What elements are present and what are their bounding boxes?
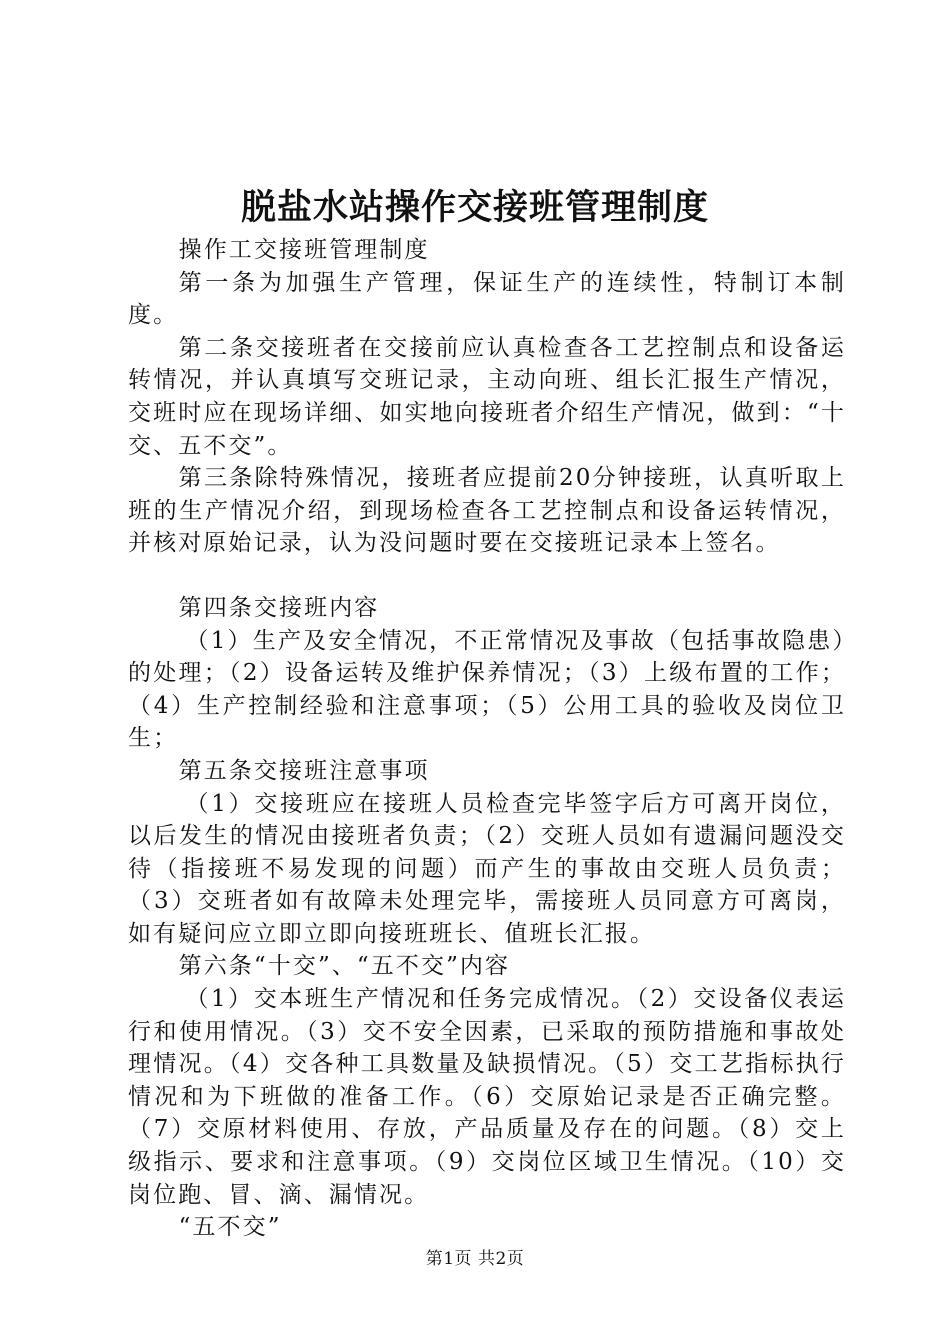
article-1: 第一条为加强生产管理，保证生产的连续性，特制订本制度。 [128,269,846,329]
section-heading: 操作工交接班管理制度 [178,237,430,263]
article-3: 第三条除特殊情况，接班者应提前20分钟接班，认真听取上班的生产情况介绍，到现场检查各工艺控制点和设备运转情况，并核对原始记录，认为没问题时要在交接班记录本上签名。 [128,465,846,557]
article-5-content: （1）交接班应在接班人员检查完毕签字后方可离开岗位，以后发生的情况由接班者负责；（2）交班人员如有遗漏问题没交待（指接班不易发现的问题）而产生的事故由交班人员负责；（3）交班者如有故障未处理完毕，需接班人员同意方可离岗，如有疑问应立即立即向接班班长、值班长汇报。 [128,790,846,947]
five-not-hand-over-heading: “五不交” [178,1214,282,1241]
article-4-heading: 第四条交接班内容 [178,594,380,621]
article-6-content: （1）交本班生产情况和任务完成情况。（2）交设备仪表运行和使用情况。（3）交不安全因素，已采取的预防措施和事故处理情况。（4）交各种工具数量及缺损情况。（5）交工艺指标执行情况和为下班做的准备工作。（6）交原始记录是否正确完整。（7）交原材料使用、存放，产品质量及存在的问题。（8）交上级指示、要求和注意事项。（9）交岗位区域卫生情况。（10）交岗位跑、冒、滴、漏情况。 [128,986,846,1208]
page-number-footer: 第1页 共2页 [425,1249,525,1269]
document-body [128,234,846,1244]
article-2: 第二条交接班者在交接前应认真检查各工艺控制点和设备运转情况，并认真填写交班记录，主动向班、组长汇报生产情况，交班时应在现场详细、如实地向接班者介绍生产情况，做到：“十交、五不交”。 [128,334,846,459]
article-5-heading: 第五条交接班注意事项 [178,757,430,784]
article-6-heading: 第六条“十交”、“五不交”内容 [178,953,511,980]
article-4-content: （1）生产及安全情况，不正常情况及事故（包括事故隐患）的处理；（2）设备运转及维护保养情况；（3）上级布置的工作；（4）生产控制经验和注意事项；（5）公用工具的验收及岗位卫生； [128,627,846,752]
document-title: 脱盐水站操作交接班管理制度 [240,187,709,228]
